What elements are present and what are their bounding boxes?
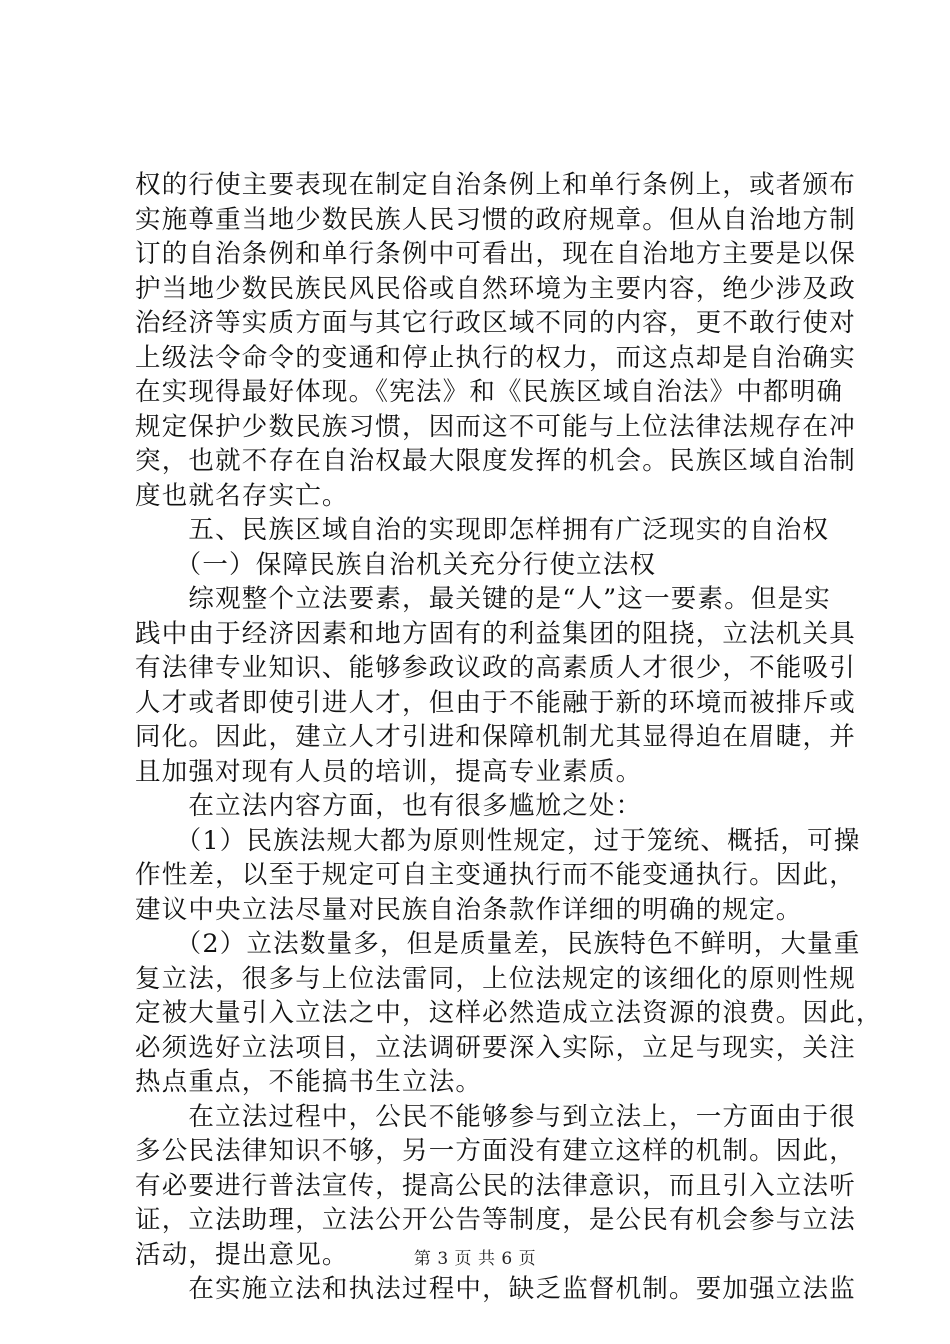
text-line: 治经济等实质方面与其它行政区域不同的内容，更不敢行使对 <box>135 308 856 338</box>
text-line: 订的自治条例和单行条例中可看出，现在自治地方主要是以保 <box>135 239 856 269</box>
text-line: 在立法过程中，公民不能够参与到立法上，一方面由于很 <box>135 1101 856 1132</box>
text-line: 证，立法助理，立法公开公告等制度，是公民有机会参与立法 <box>135 1205 856 1235</box>
text-line: 规定保护少数民族习惯，因而这不可能与上位法律法规存在冲 <box>135 411 856 442</box>
text-line: 有必要进行普法宣传，提高公民的法律意识，而且引入立法听 <box>135 1170 856 1201</box>
text-line: 综观整个立法要素，最关键的是“人”这一要素。但是实 <box>135 584 831 614</box>
text-line: （2）立法数量多，但是质量差，民族特色不鲜明，大量重 <box>135 929 861 959</box>
text-line: 突，也就不存在自治权最大限度发挥的机会。民族区域自治制 <box>135 446 856 476</box>
text-line: 在实施立法和执法过程中，缺乏监督机制。要加强立法监 <box>135 1274 856 1304</box>
text-line: 多公民法律知识不够，另一方面没有建立这样的机制。因此， <box>135 1136 856 1166</box>
text-line: 建议中央立法尽量对民族自治条款作详细的明确的规定。 <box>135 894 803 925</box>
text-line: 在立法内容方面，也有很多尴尬之处： <box>135 791 643 821</box>
text-line: 在实现得最好体现。《宪法》和《民族区域自治法》中都明确 <box>135 377 844 407</box>
text-line: 上级法令命令的变通和停止执行的权力，而这点却是自治确实 <box>135 342 856 373</box>
text-line: 护当地少数民族民风民俗或自然环境为主要内容，绝少涉及政 <box>135 273 856 304</box>
text-line: 同化。因此，建立人才引进和保障机制尤其显得迫在眉睫，并 <box>135 722 856 752</box>
text-line: 五、民族区域自治的实现即怎样拥有广泛现实的自治权 <box>135 515 830 545</box>
text-line: 活动，提出意见。 <box>135 1239 349 1270</box>
text-line: 作性差，以至于规定可自主变通执行而不能变通执行。因此， <box>135 860 856 890</box>
text-line: 实施尊重当地少数民族人民习惯的政府规章。但从自治地方制 <box>135 204 856 235</box>
text-line: 定被大量引入立法之中，这样必然造成立法资源的浪费。因此， <box>135 998 883 1028</box>
text-line: （1）民族法规大都为原则性规定，过于笼统、概括，可操 <box>135 825 861 856</box>
text-line: 热点重点，不能搞书生立法。 <box>135 1067 483 1097</box>
text-line: 度也就名存实亡。 <box>135 480 349 511</box>
page-footer: 第 3 页 共 6 页 <box>413 1249 537 1269</box>
text-line: 必须选好立法项目，立法调研要深入实际，立足与现实，关注 <box>135 1032 856 1063</box>
text-line: 权的行使主要表现在制定自治条例上和单行条例上，或者颁布 <box>135 170 856 200</box>
document-body <box>135 168 883 1307</box>
text-line: 且加强对现有人员的培训，提高专业素质。 <box>135 756 643 787</box>
text-line: 有法律专业知识、能够参政议政的高素质人才很少，不能吸引 <box>135 653 856 683</box>
text-line: 复立法，很多与上位法雷同，上位法规定的该细化的原则性规 <box>135 963 856 994</box>
text-line: 践中由于经济因素和地方固有的利益集团的阻挠，立法机关具 <box>135 618 856 649</box>
text-line: （一）保障民族自治机关充分行使立法权 <box>135 549 657 580</box>
text-line: 人才或者即使引进人才，但由于不能融于新的环境而被排斥或 <box>135 687 856 718</box>
